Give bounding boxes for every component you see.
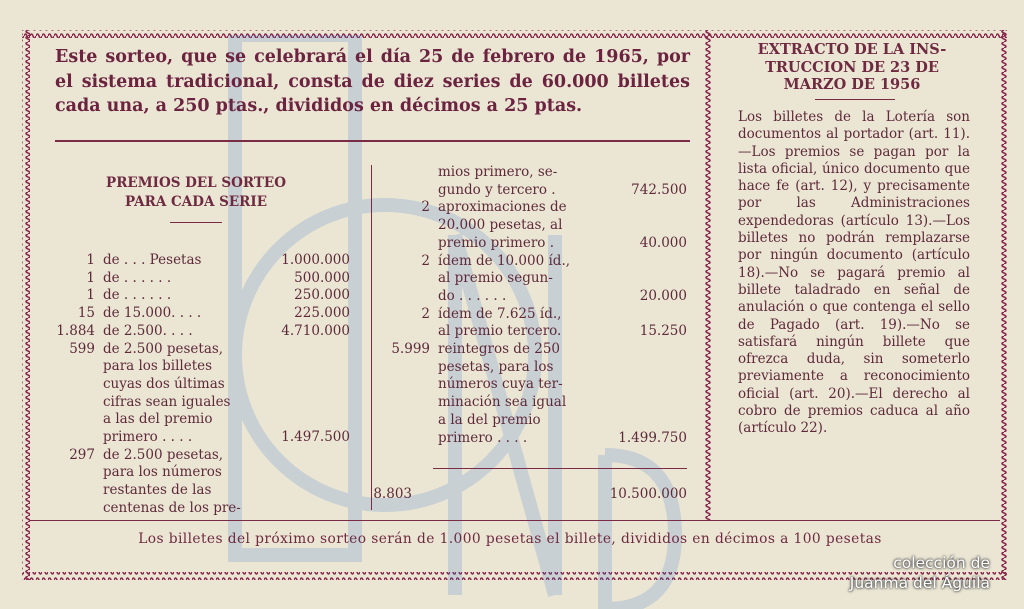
left-row-amount: 500.000 [294, 269, 350, 286]
left-row-amount: 4.710.000 [281, 322, 350, 339]
right-row-desc: minación sea igual [438, 394, 567, 411]
left-row-count: 297 [69, 446, 95, 463]
right-row-desc: primero . . . . [438, 429, 528, 446]
left-row-desc: restantes de las [103, 482, 212, 499]
right-row-amount: 40.000 [639, 234, 687, 251]
extract-body: Los billetes de la Lotería son documentos al portador (art. 11).—Los premios se pagan por la lista oficial, único documento que hace fe (art. 12), y precisamente por las Administraciones expendedoras (artículo 13).—Los billetes no podrán remplazarse por ningún documento (artículo 18).—No se pagará premio al billete taladrado en señal de anulación o que contenga el sello de Pagado (art. 19).—No se satisfará ningún billete que ofrezca duda, sin someterlo previamente a reconocimiento oficial (art. 20).—El derecho al cobro de premios caduca al año (artículo 22). [738, 109, 970, 437]
right-row-amount: 20.000 [639, 287, 687, 304]
column-separator [371, 165, 372, 510]
left-row-count: 1.884 [56, 322, 95, 339]
right-row-desc: aproximaciones de [438, 199, 567, 216]
right-row-count: 5.999 [391, 341, 430, 357]
left-row-desc: para los billetes [103, 358, 213, 375]
left-row-count: 1 [86, 287, 95, 304]
right-row-desc: mios primero, se- [438, 164, 558, 180]
header-divider [55, 140, 690, 142]
right-row-desc: 20.000 pesetas, al [438, 217, 563, 234]
footer-divider [30, 520, 1000, 521]
left-row-amount: 1.497.500 [281, 429, 350, 445]
totals-rule-left [433, 468, 608, 469]
total-amount: 10.500.000 [609, 486, 687, 502]
right-row-desc: ídem de 10.000 íd., [438, 252, 571, 269]
left-row-count: 599 [69, 340, 95, 357]
right-row-desc: a la del premio [438, 411, 541, 428]
left-row-desc: para los números [103, 464, 222, 481]
left-row-amount: 250.000 [294, 287, 350, 304]
left-row-desc: a las del premio [103, 411, 213, 428]
credit-line-1: colección de [893, 554, 990, 572]
right-row-desc: ídem de 7.625 íd., [438, 305, 562, 322]
left-row-amount: 225.000 [294, 305, 350, 322]
prizes-title-line-1: PREMIOS DEL SORTEO [106, 175, 286, 191]
right-row-desc: gundo y tercero . [438, 181, 556, 198]
right-row-desc: premio primero . [438, 234, 554, 251]
right-row-amount: 742.500 [631, 181, 687, 198]
left-row-desc: de 2.500. . . . [103, 322, 193, 339]
left-row-desc: de 2.500 pesetas, [103, 446, 224, 463]
left-row-desc: de . . . . . . [103, 287, 172, 304]
left-row-amount: 1.000.000 [281, 252, 350, 268]
left-row-desc: cuyas dos últimas [103, 375, 225, 392]
right-row-count: 2 [421, 305, 430, 322]
prizes-title-line-2: PARA CADA SERIE [124, 194, 267, 210]
left-row-count: 1 [86, 252, 95, 268]
right-row-amount: 1.499.750 [618, 429, 687, 446]
extract-title-line-3: MARZO DE 1956 [783, 76, 921, 93]
right-row-count: 2 [421, 252, 430, 269]
next-draw-note: Los billetes del próximo sorteo serán de 1.000 pesetas el billete, divididos en décimos a 100 pesetas [138, 531, 882, 547]
left-row-desc: centenas de los pre- [103, 499, 241, 516]
totals-rule-right [605, 468, 687, 469]
draw-announcement: Este sorteo, que se celebrará el día 25 de febrero de 1965, por el sistema tradicional, consta de diez series de 60.000 billetes cada una, a 250 ptas., divididos en décimos a 25 ptas. [55, 47, 690, 116]
extract-title-line-2: TRUCCION DE 23 DE [765, 58, 939, 76]
right-row-desc: pesetas, para los [438, 358, 554, 375]
credit-line-2: Juanma del Águila [849, 574, 990, 592]
left-row-desc: primero . . . . [103, 429, 193, 445]
left-row-desc: de . . . . . . [103, 269, 172, 286]
left-row-desc: de 2.500 pesetas, [103, 340, 224, 357]
extract-title-underline [815, 99, 895, 100]
title-underline [170, 222, 222, 223]
left-row-count: 15 [77, 305, 95, 322]
extract-title [722, 41, 982, 94]
left-row-desc: de 15.000. . . . [103, 305, 202, 322]
collection-credit [830, 553, 990, 593]
right-row-count: 2 [421, 199, 430, 216]
total-count: 8.803 [373, 486, 412, 502]
right-row-desc: al premio tercero. [438, 323, 562, 340]
left-row-count: 1 [86, 269, 95, 286]
left-row-desc: de . . . Pesetas [103, 252, 202, 268]
left-row-desc: cifras sean iguales [103, 393, 231, 410]
right-row-desc: reintegros de 250 [438, 341, 561, 357]
right-row-desc: do . . . . . . [438, 287, 507, 304]
right-row-desc: números cuya ter- [438, 376, 563, 393]
extract-title-line-1: EXTRACTO DE LA INS- [757, 41, 947, 58]
prizes-title [90, 174, 302, 212]
right-row-desc: al premio segun- [438, 270, 553, 287]
right-row-amount: 15.250 [639, 323, 687, 340]
